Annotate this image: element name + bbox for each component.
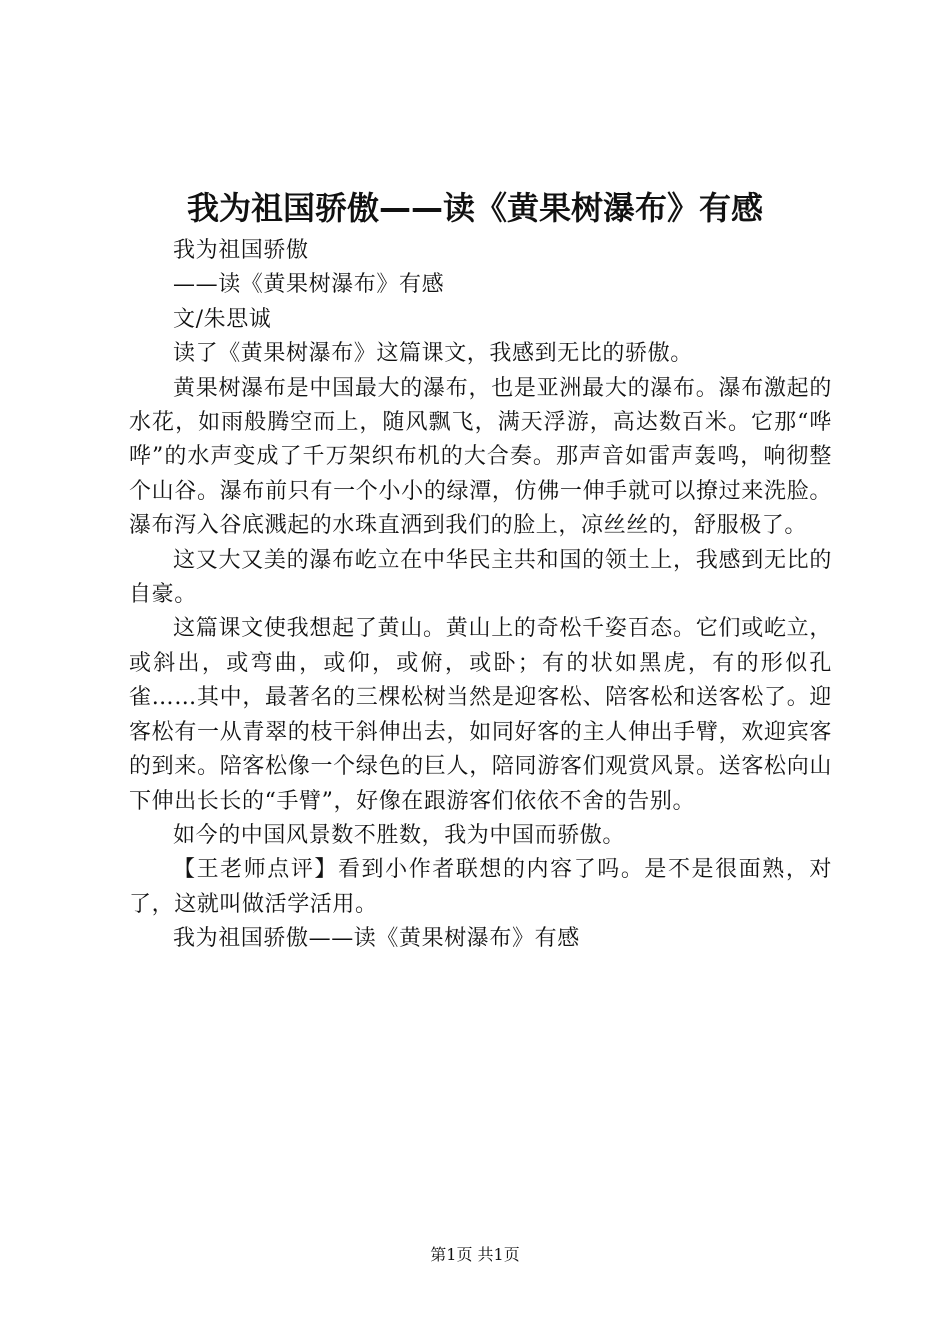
body-paragraph: 这又大又美的瀑布屹立在中华民主共和国的领土上，我感到无比的自豪。 (129, 547, 832, 608)
teacher-comment: 【王老师点评】看到小作者联想的内容了吗。是不是很面熟，对了，这就叫做活学活用。 (129, 857, 832, 917)
subtitle-line: ——读《黄果树瀑布》有感 (173, 272, 445, 298)
body-paragraph: 这篇课文使我想起了黄山。黄山上的奇松千姿百态。它们或屹立，或斜出，或弯曲，或仰，或俯，或卧；有的状如黑虎，有的形似孔雀……其中，最著名的三棵松树当然是迎客松、陪客松和送客松了。迎客松有一从青翠的枝干斜伸出去，如同好客的主人伸出手臂，欢迎宾客的到来。陪客松像一个绿色的巨人，陪同游客们观赏风景。送客松向山下伸出长长的“手臂”，好像在跟游客们依依不舍的告别。 (129, 616, 832, 814)
document-title: 我为祖国骄傲——读《黄果树瀑布》有感 (186, 189, 763, 227)
author-line: 文/朱思诚 (173, 306, 272, 332)
body-paragraph: 读了《黄果树瀑布》这篇课文，我感到无比的骄傲。 (173, 341, 693, 367)
document-body (129, 234, 832, 957)
closing-line: 我为祖国骄傲——读《黄果树瀑布》有感 (173, 926, 580, 952)
body-paragraph: 黄果树瀑布是中国最大的瀑布，也是亚洲最大的瀑布。瀑布激起的水花，如雨般腾空而上，随风飘飞，满天浮游，高达数百米。它那“哗哗”的水声变成了千万架织布机的大合奏。那声音如雷声轰鸣，响彻整个山谷。瀑布前只有一个小小的绿潭，仿佛一伸手就可以撩过来洗脸。瀑布泻入谷底溅起的水珠直洒到我们的脸上，凉丝丝的，舒服极了。 (129, 375, 832, 539)
page-footer: 第1页 共1页 (430, 1245, 520, 1264)
subtitle-line: 我为祖国骄傲 (173, 238, 309, 263)
body-paragraph: 如今的中国风景数不胜数，我为中国而骄傲。 (173, 822, 626, 848)
